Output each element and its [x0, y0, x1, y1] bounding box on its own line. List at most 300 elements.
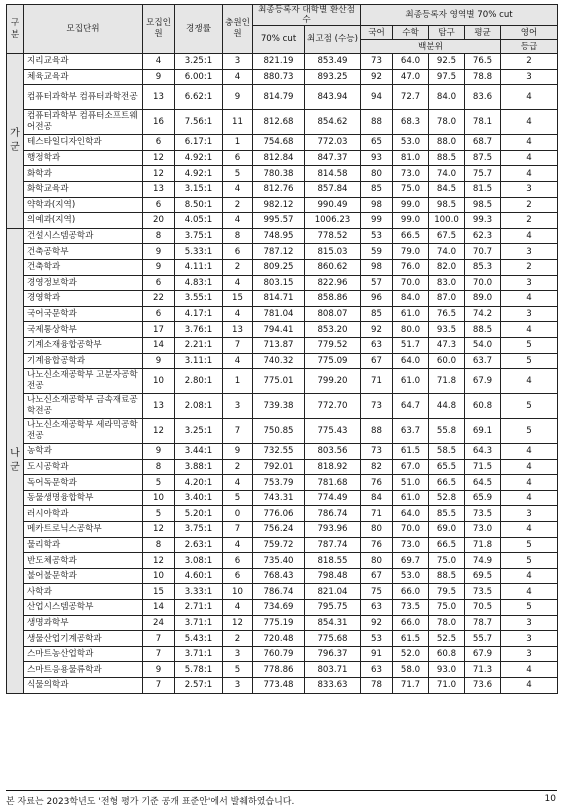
- admission-results-table: [6, 4, 558, 694]
- pct70-cell: 780.38: [253, 166, 305, 182]
- unit-cell: 컴퓨터과학부 컴퓨터소프트웨어전공: [24, 110, 143, 135]
- extra-cell: 7: [223, 522, 253, 538]
- math-cell: 64.0: [393, 506, 429, 522]
- kor-cell: 99: [361, 213, 393, 229]
- extra-cell: 5: [223, 166, 253, 182]
- math-cell: 64.0: [393, 353, 429, 369]
- extra-cell: 0: [223, 506, 253, 522]
- extra-cell: 1: [223, 369, 253, 394]
- eng-cell: 2: [501, 197, 558, 213]
- eng-cell: 4: [501, 291, 558, 307]
- pct70-cell: 812.68: [253, 110, 305, 135]
- inq-cell: 65.5: [429, 459, 465, 475]
- inq-cell: 55.8: [429, 419, 465, 444]
- math-cell: 51.7: [393, 337, 429, 353]
- inq-cell: 75.0: [429, 553, 465, 569]
- max-cell: 847.37: [305, 150, 361, 166]
- unit-cell: 스마트응용물류학과: [24, 662, 143, 678]
- kor-cell: 63: [361, 600, 393, 616]
- max-cell: 786.74: [305, 506, 361, 522]
- rate-cell: 5.33:1: [175, 244, 223, 260]
- unit-cell: 나노신소재공학부 고분자공학전공: [24, 369, 143, 394]
- extra-cell: 12: [223, 615, 253, 631]
- grade-header: 등급: [501, 40, 558, 54]
- quota-cell: 10: [143, 490, 175, 506]
- kor-header: 국어: [361, 26, 393, 40]
- pct70-cell: 812.84: [253, 150, 305, 166]
- eng-cell: 4: [501, 369, 558, 394]
- eng-cell: 4: [501, 228, 558, 244]
- kor-cell: 80: [361, 522, 393, 538]
- rate-cell: 4.92:1: [175, 166, 223, 182]
- pct70-cell: 750.85: [253, 419, 305, 444]
- table-row: [7, 322, 558, 338]
- avg-cell: 68.7: [465, 135, 501, 151]
- table-row: [7, 135, 558, 151]
- extra-cell: 4: [223, 213, 253, 229]
- rate-cell: 2.63:1: [175, 537, 223, 553]
- extra-cell: 2: [223, 459, 253, 475]
- max-cell: 990.49: [305, 197, 361, 213]
- quota-cell: 9: [143, 244, 175, 260]
- quota-cell: 6: [143, 135, 175, 151]
- kor-cell: 75: [361, 584, 393, 600]
- quota-cell: 9: [143, 662, 175, 678]
- table-row: [7, 244, 558, 260]
- quota-cell: 13: [143, 85, 175, 110]
- unit-cell: 경영정보학과: [24, 275, 143, 291]
- pct70-cell: 982.12: [253, 197, 305, 213]
- math-cell: 71.7: [393, 678, 429, 694]
- eng-cell: 4: [501, 475, 558, 491]
- math-cell: 61.0: [393, 369, 429, 394]
- table-row: [7, 646, 558, 662]
- inq-cell: 88.5: [429, 150, 465, 166]
- rate-header: 경쟁률: [175, 5, 223, 54]
- kor-cell: 57: [361, 275, 393, 291]
- table-row: [7, 150, 558, 166]
- extra-cell: 2: [223, 197, 253, 213]
- math-cell: 64.0: [393, 54, 429, 70]
- max-cell: 821.04: [305, 584, 361, 600]
- inq-cell: 75.0: [429, 600, 465, 616]
- extra-cell: 15: [223, 291, 253, 307]
- quota-cell: 6: [143, 306, 175, 322]
- table-row: [7, 291, 558, 307]
- quota-cell: 10: [143, 369, 175, 394]
- pct70-cell: 794.41: [253, 322, 305, 338]
- quota-cell: 12: [143, 553, 175, 569]
- table-row: [7, 337, 558, 353]
- eng-cell: 4: [501, 110, 558, 135]
- pct70-cell: 995.57: [253, 213, 305, 229]
- pct70-cell: 734.69: [253, 600, 305, 616]
- rate-cell: 3.71:1: [175, 615, 223, 631]
- quota-cell: 8: [143, 228, 175, 244]
- avg-cell: 78.1: [465, 110, 501, 135]
- math-cell: 61.0: [393, 306, 429, 322]
- kor-cell: 73: [361, 394, 393, 419]
- extra-cell: 4: [223, 181, 253, 197]
- unit-cell: 사학과: [24, 584, 143, 600]
- extra-cell: 4: [223, 475, 253, 491]
- eng-cell: 5: [501, 419, 558, 444]
- kor-cell: 92: [361, 615, 393, 631]
- eng-cell: 4: [501, 150, 558, 166]
- rate-cell: 3.76:1: [175, 322, 223, 338]
- kor-cell: 98: [361, 197, 393, 213]
- kor-cell: 73: [361, 54, 393, 70]
- division-header: 구분: [7, 5, 24, 54]
- avg-header: 평균: [465, 26, 501, 40]
- inq-cell: 93.0: [429, 662, 465, 678]
- quota-cell: 5: [143, 506, 175, 522]
- kor-cell: 88: [361, 419, 393, 444]
- math-cell: 80.0: [393, 322, 429, 338]
- admission-results-sheet: [6, 4, 557, 694]
- avg-cell: 71.8: [465, 537, 501, 553]
- eng-cell: 4: [501, 166, 558, 182]
- avg-cell: 99.3: [465, 213, 501, 229]
- math-cell: 61.5: [393, 631, 429, 647]
- extra-cell: 2: [223, 259, 253, 275]
- kor-cell: 73: [361, 444, 393, 460]
- eng-cell: 3: [501, 244, 558, 260]
- pct70-cell: 775.19: [253, 615, 305, 631]
- rate-cell: 3.25:1: [175, 54, 223, 70]
- rate-cell: 2.21:1: [175, 337, 223, 353]
- rate-cell: 3.55:1: [175, 291, 223, 307]
- pct70-cell: 748.95: [253, 228, 305, 244]
- quota-cell: 14: [143, 337, 175, 353]
- pct70-cell: 756.24: [253, 522, 305, 538]
- eng-cell: 3: [501, 275, 558, 291]
- math-cell: 66.0: [393, 615, 429, 631]
- rate-cell: 3.75:1: [175, 228, 223, 244]
- extra-cell: 8: [223, 228, 253, 244]
- extra-cell: 3: [223, 394, 253, 419]
- inq-cell: 93.5: [429, 322, 465, 338]
- rate-cell: 3.44:1: [175, 444, 223, 460]
- table-row: [7, 584, 558, 600]
- avg-cell: 85.3: [465, 259, 501, 275]
- unit-cell: 경영학과: [24, 291, 143, 307]
- avg-cell: 78.7: [465, 615, 501, 631]
- unit-cell: 나노신소재공학부 세라믹공학전공: [24, 419, 143, 444]
- avg-cell: 83.6: [465, 85, 501, 110]
- math-cell: 73.5: [393, 600, 429, 616]
- max-cell: 893.25: [305, 69, 361, 85]
- extra-cell: 9: [223, 444, 253, 460]
- max-cell: 793.96: [305, 522, 361, 538]
- eng-cell: 3: [501, 306, 558, 322]
- quota-cell: 6: [143, 197, 175, 213]
- kor-cell: 65: [361, 135, 393, 151]
- max-cell: 779.52: [305, 337, 361, 353]
- extra-cell: 4: [223, 69, 253, 85]
- avg-cell: 74.9: [465, 553, 501, 569]
- kor-cell: 98: [361, 259, 393, 275]
- inq-cell: 78.0: [429, 110, 465, 135]
- rate-cell: 3.71:1: [175, 646, 223, 662]
- table-row: [7, 85, 558, 110]
- quota-cell: 12: [143, 166, 175, 182]
- max-cell: 775.68: [305, 631, 361, 647]
- pct70-cell: 880.73: [253, 69, 305, 85]
- score-group-header: 최종등록자 대학별 환산점수: [253, 5, 361, 26]
- rate-cell: 7.56:1: [175, 110, 223, 135]
- table-row: [7, 181, 558, 197]
- eng-cell: 4: [501, 322, 558, 338]
- eng-cell: 4: [501, 584, 558, 600]
- max-cell: 853.49: [305, 54, 361, 70]
- table-row: [7, 475, 558, 491]
- table-row: [7, 166, 558, 182]
- math-cell: 68.3: [393, 110, 429, 135]
- pct70-cell: 814.79: [253, 85, 305, 110]
- table-row: [7, 394, 558, 419]
- extra-cell: 4: [223, 275, 253, 291]
- avg-cell: 75.7: [465, 166, 501, 182]
- unit-cell: 건축학과: [24, 259, 143, 275]
- extra-cell: 9: [223, 85, 253, 110]
- math-cell: 61.0: [393, 490, 429, 506]
- inq-cell: 98.5: [429, 197, 465, 213]
- inq-cell: 69.0: [429, 522, 465, 538]
- quota-cell: 20: [143, 213, 175, 229]
- math-cell: 53.0: [393, 135, 429, 151]
- pct70-cell: 776.06: [253, 506, 305, 522]
- pct70-cell: 792.01: [253, 459, 305, 475]
- inq-cell: 79.5: [429, 584, 465, 600]
- eng-cell: 4: [501, 568, 558, 584]
- quota-cell: 12: [143, 419, 175, 444]
- pct70-cell: 773.48: [253, 678, 305, 694]
- table-row: [7, 568, 558, 584]
- unit-cell: 농학과: [24, 444, 143, 460]
- quota-cell: 17: [143, 322, 175, 338]
- eng-header: 영어: [501, 26, 558, 40]
- eng-cell: 2: [501, 213, 558, 229]
- eng-cell: 4: [501, 662, 558, 678]
- extra-cell: 5: [223, 662, 253, 678]
- quota-cell: 7: [143, 678, 175, 694]
- quota-cell: 22: [143, 291, 175, 307]
- unit-cell: 국어국문학과: [24, 306, 143, 322]
- inq-cell: 58.5: [429, 444, 465, 460]
- avg-cell: 73.6: [465, 678, 501, 694]
- unit-cell: 화학과: [24, 166, 143, 182]
- eng-cell: 5: [501, 394, 558, 419]
- inq-cell: 88.5: [429, 568, 465, 584]
- rate-cell: 6.00:1: [175, 69, 223, 85]
- unit-cell: 생명과학부: [24, 615, 143, 631]
- max-cell: 860.62: [305, 259, 361, 275]
- inq-cell: 44.8: [429, 394, 465, 419]
- eng-cell: 3: [501, 615, 558, 631]
- avg-cell: 63.7: [465, 353, 501, 369]
- kor-cell: 67: [361, 568, 393, 584]
- pct70-cell: 803.15: [253, 275, 305, 291]
- eng-cell: 4: [501, 678, 558, 694]
- unit-cell: 메카트로닉스공학부: [24, 522, 143, 538]
- inq-cell: 52.8: [429, 490, 465, 506]
- max-cell: 818.92: [305, 459, 361, 475]
- avg-cell: 73.5: [465, 506, 501, 522]
- pct70-cell: 814.71: [253, 291, 305, 307]
- avg-cell: 70.0: [465, 275, 501, 291]
- unit-cell: 생물산업기계공학과: [24, 631, 143, 647]
- rate-cell: 2.80:1: [175, 369, 223, 394]
- avg-cell: 71.3: [465, 662, 501, 678]
- kor-cell: 85: [361, 306, 393, 322]
- pct70-cell: 713.87: [253, 337, 305, 353]
- inq-cell: 85.5: [429, 506, 465, 522]
- unit-cell: 기계융합공학과: [24, 353, 143, 369]
- unit-cell: 약학과(지역): [24, 197, 143, 213]
- kor-cell: 93: [361, 150, 393, 166]
- extra-cell: 4: [223, 306, 253, 322]
- kor-cell: 80: [361, 166, 393, 182]
- table-row: [7, 662, 558, 678]
- eng-cell: 4: [501, 85, 558, 110]
- kor-cell: 92: [361, 69, 393, 85]
- kor-cell: 63: [361, 337, 393, 353]
- max-cell: 798.48: [305, 568, 361, 584]
- inq-cell: 74.0: [429, 244, 465, 260]
- math-cell: 99.0: [393, 213, 429, 229]
- unit-cell: 건축공학부: [24, 244, 143, 260]
- quota-cell: 9: [143, 259, 175, 275]
- inq-cell: 47.3: [429, 337, 465, 353]
- extra-cell: 13: [223, 322, 253, 338]
- quota-cell: 8: [143, 537, 175, 553]
- eng-cell: 3: [501, 69, 558, 85]
- eng-cell: 3: [501, 646, 558, 662]
- max-cell: 799.20: [305, 369, 361, 394]
- table-row: [7, 213, 558, 229]
- eng-cell: 4: [501, 459, 558, 475]
- pct70-cell: 732.55: [253, 444, 305, 460]
- rate-cell: 4.60:1: [175, 568, 223, 584]
- max-cell: 787.74: [305, 537, 361, 553]
- max-cell: 775.09: [305, 353, 361, 369]
- eng-cell: 3: [501, 506, 558, 522]
- pct70-cell: 739.38: [253, 394, 305, 419]
- extra-cell: 5: [223, 490, 253, 506]
- eng-cell: 3: [501, 631, 558, 647]
- extra-cell: 11: [223, 110, 253, 135]
- unit-cell: 테스타일디자인학과: [24, 135, 143, 151]
- unit-cell: 화학교육과: [24, 181, 143, 197]
- inq-cell: 71.0: [429, 678, 465, 694]
- kor-cell: 94: [361, 85, 393, 110]
- quota-cell: 15: [143, 584, 175, 600]
- inq-cell: 60.0: [429, 353, 465, 369]
- eng-cell: 4: [501, 490, 558, 506]
- math-cell: 99.0: [393, 197, 429, 213]
- quota-cell: 24: [143, 615, 175, 631]
- rate-cell: 6.17:1: [175, 135, 223, 151]
- eng-cell: 2: [501, 259, 558, 275]
- avg-cell: 67.9: [465, 369, 501, 394]
- inq-cell: 97.5: [429, 69, 465, 85]
- math-cell: 72.7: [393, 85, 429, 110]
- math-cell: 70.0: [393, 275, 429, 291]
- kor-cell: 85: [361, 181, 393, 197]
- inq-cell: 52.5: [429, 631, 465, 647]
- division-cell: 나군: [7, 228, 24, 693]
- unit-cell: 러시아학과: [24, 506, 143, 522]
- max-cell: 815.03: [305, 244, 361, 260]
- table-row: [7, 678, 558, 694]
- max-cell: 814.58: [305, 166, 361, 182]
- extra-cell: 7: [223, 419, 253, 444]
- eng-cell: 4: [501, 444, 558, 460]
- avg-cell: 89.0: [465, 291, 501, 307]
- max-cell: 853.20: [305, 322, 361, 338]
- math-cell: 61.5: [393, 444, 429, 460]
- pct70-cell: 775.01: [253, 369, 305, 394]
- inq-cell: 87.0: [429, 291, 465, 307]
- table-row: [7, 54, 558, 70]
- extra-cell: 3: [223, 54, 253, 70]
- avg-cell: 64.3: [465, 444, 501, 460]
- math-cell: 81.0: [393, 150, 429, 166]
- percentile-header: 백분위: [361, 40, 501, 54]
- avg-cell: 69.5: [465, 568, 501, 584]
- avg-cell: 70.5: [465, 600, 501, 616]
- math-cell: 52.0: [393, 646, 429, 662]
- max-cell: 775.43: [305, 419, 361, 444]
- max-cell: 833.63: [305, 678, 361, 694]
- eng-cell: 5: [501, 537, 558, 553]
- extra-cell: 7: [223, 337, 253, 353]
- kor-cell: 91: [361, 646, 393, 662]
- kor-cell: 71: [361, 369, 393, 394]
- quota-cell: 4: [143, 54, 175, 70]
- rate-cell: 4.83:1: [175, 275, 223, 291]
- area-group-header: 최종등록자 영역별 70% cut: [361, 5, 558, 26]
- avg-cell: 73.0: [465, 522, 501, 538]
- math-cell: 84.0: [393, 291, 429, 307]
- max-cell: 781.68: [305, 475, 361, 491]
- extra-cell: 3: [223, 646, 253, 662]
- pct70-cell: 743.31: [253, 490, 305, 506]
- rate-cell: 5.43:1: [175, 631, 223, 647]
- avg-cell: 98.5: [465, 197, 501, 213]
- max-cell: 795.75: [305, 600, 361, 616]
- kor-cell: 84: [361, 490, 393, 506]
- unit-cell: 도시공학과: [24, 459, 143, 475]
- quota-cell: 6: [143, 275, 175, 291]
- unit-cell: 체육교육과: [24, 69, 143, 85]
- kor-cell: 63: [361, 662, 393, 678]
- table-row: [7, 228, 558, 244]
- math-cell: 76.0: [393, 259, 429, 275]
- table-row: [7, 537, 558, 553]
- math-cell: 64.7: [393, 394, 429, 419]
- table-row: [7, 353, 558, 369]
- max-cell: 854.31: [305, 615, 361, 631]
- avg-cell: 70.7: [465, 244, 501, 260]
- rate-cell: 3.08:1: [175, 553, 223, 569]
- inq-cell: 66.5: [429, 475, 465, 491]
- quota-cell: 12: [143, 522, 175, 538]
- max-header: 최고점 (수능): [305, 26, 361, 54]
- max-cell: 822.96: [305, 275, 361, 291]
- rate-cell: 8.50:1: [175, 197, 223, 213]
